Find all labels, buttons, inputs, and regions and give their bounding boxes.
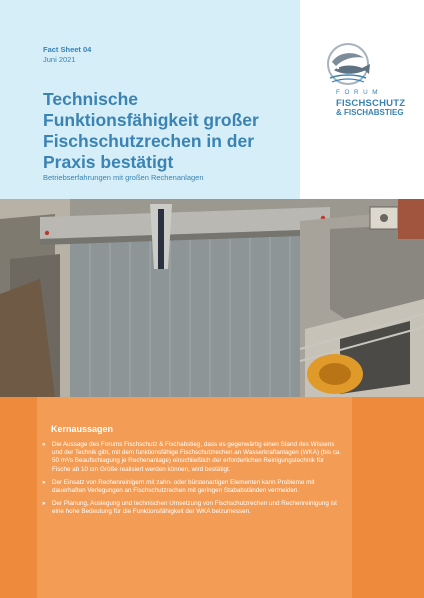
logo-line-2: & FISCHABSTIEG (336, 108, 404, 117)
title-line: Fischschutzrechen in der (43, 131, 255, 151)
list-item (42, 479, 342, 495)
title-line: Praxis bestätigt (43, 152, 174, 172)
fish-screen-photo (0, 199, 424, 397)
divider (300, 0, 302, 199)
key-point-text: Die Aussage des Forums Fischschutz & Fischabstieg, dass es gegenwärtig einen Stand des Wissens und der Technik gibt, mit dem funktionsfähige Fischschutzrechen an Wasserkraftanlagen (WKA) (bis ca. 50 m³/s Beaufschlagung je Rechenanlage) einschließlich der erforderlichen Reinigungstechnik für Fische ab 10 cm Größe realisiert werden können, wird bestätigt. (52, 441, 342, 473)
publication-date: Juni 2021 (43, 55, 76, 64)
photo-illustration (0, 199, 424, 397)
bullet-icon: » (42, 500, 46, 508)
title-line: Funktionsfähigkeit großer (43, 110, 259, 130)
key-point-text: Der Planung, Auslegung und technischen Umsetzung von Fischschutzrechen und Rechenreinigung ist eine hohe Bedeutung für die Funktionsfähigkeit der WKA beizumessen. (52, 500, 337, 516)
page-title (43, 89, 293, 173)
fact-sheet-meta (43, 45, 91, 65)
header (0, 0, 424, 199)
list-item (42, 500, 342, 516)
fact-sheet-number: Fact Sheet 04 (43, 45, 92, 54)
logo-forum-text: FORUM (336, 89, 383, 96)
key-points-title: Kernaussagen (51, 424, 114, 434)
logo-line-1: FISCHSCHUTZ (336, 98, 406, 109)
bullet-icon: » (42, 478, 46, 486)
key-points-list (42, 441, 342, 522)
bullet-icon: » (42, 441, 46, 448)
key-point-text: Der Einsatz von Rechenreinigern mit zahn- oder bürstenartigen Elementen kann Probleme mit dauerhaften Verlegungen an Fischschutzrechen mit geringen Stababständen vermeiden. (52, 478, 315, 495)
list-item (42, 441, 342, 474)
title-line: Technische (43, 89, 138, 109)
forum-logo (318, 42, 406, 127)
page-subtitle: Betriebserfahrungen mit großen Rechenanlagen (43, 173, 204, 182)
fish-logo-icon (324, 42, 372, 86)
